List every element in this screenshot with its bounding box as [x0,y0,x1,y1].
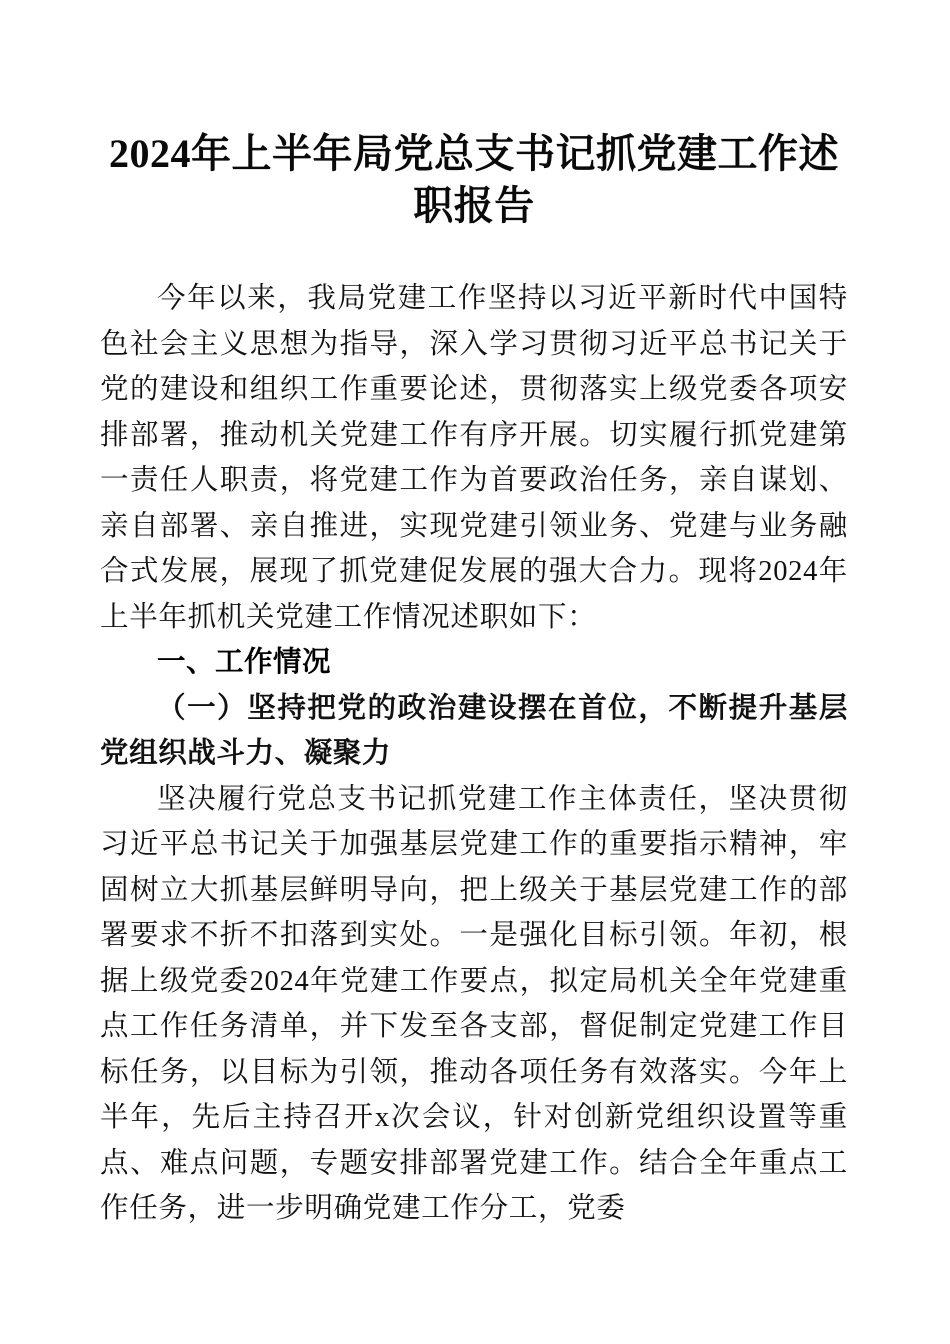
title-spacer [100,232,848,276]
paragraph-intro: 今年以来，我局党建工作坚持以习近平新时代中国特色社会主义思想为指导，深入学习贯彻习近平总书记关于党的建设和组织工作重要论述，贯彻落实上级党委各项安排部署，推动机关党建工作有序开展。切实履行抓党建第一责任人职责，将党建工作为首要政治任务，亲自谋划、亲自部署、亲自推进，实现党建引领业务、党建与业务融合式发展，展现了抓党建促发展的强大合力。现将2024年上半年抓机关党建工作情况述职如下： [100,283,848,633]
document-body [100,0,848,1232]
section-heading-work-situation: 一、工作情况 [157,646,332,678]
page-title: 2024年上半年局党总支书记抓党建工作述职报告 [109,131,839,228]
paragraph-body-1: 坚决履行党总支书记抓党建工作主体责任，坚决贯彻习近平总书记关于加强基层党建工作的重要指示精神，牢固树立大抓基层鲜明导向，把上级关于基层党建工作的部署要求不折不扣落到实处。一是强化目标引领。年初，根据上级党委2024年党建工作要点，拟定局机关全年党建重点工作任务清单，并下发至各支部，督促制定党建工作目标任务，以目标为引领，推动各项任务有效落实。今年上半年，先后主持召开x次会议，针对创新党组织设置等重点、难点问题，专题安排部署党建工作。结合全年重点工作任务，进一步明确党建工作分工，党委 [100,783,848,1224]
subsection-heading-political-construction: （一）坚持把党的政治建设摆在首位，不断提升基层党组织战斗力、凝聚力 [100,692,848,769]
